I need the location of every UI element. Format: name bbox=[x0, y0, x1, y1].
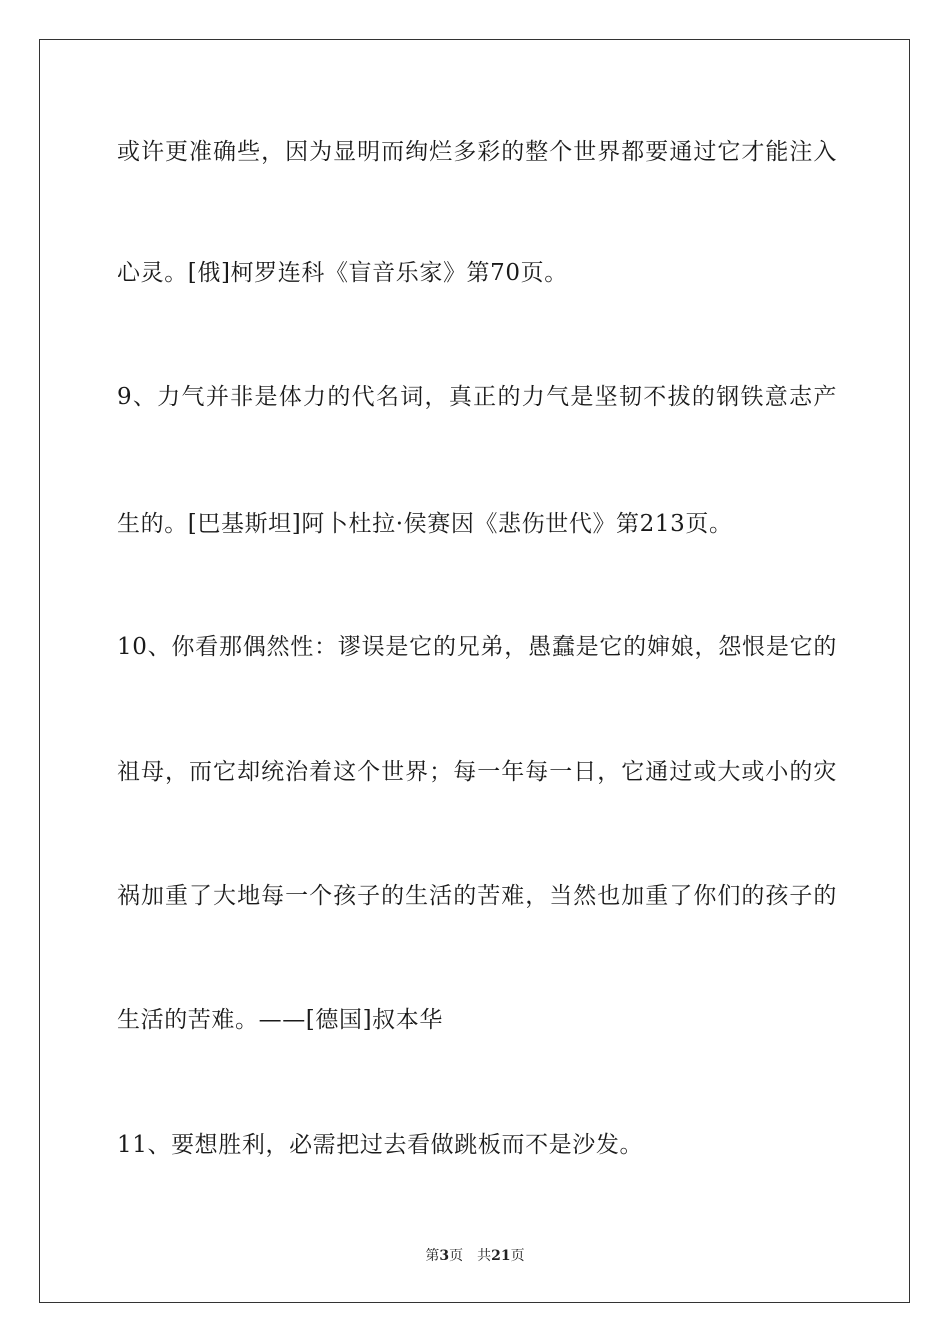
text-line-1: 或许更准确些，因为显明而绚烂多彩的整个世界都要通过它才能注入 bbox=[117, 139, 837, 165]
text-line-7: 祸加重了大地每一个孩子的生活的苦难，当然也加重了你们的孩子的 bbox=[117, 883, 837, 909]
page-number: 3 bbox=[439, 1248, 450, 1264]
text-line-2: 心灵。[俄]柯罗连科《盲音乐家》第70页。 bbox=[117, 260, 568, 286]
text-line-4: 生的。[巴基斯坦]阿卜杜拉·侯赛因《悲伤世代》第213页。 bbox=[117, 511, 733, 537]
text-line-6: 祖母，而它却统治着这个世界；每一年每一日，它通过或大或小的灾 bbox=[117, 759, 837, 785]
total-suffix: 页 bbox=[510, 1248, 525, 1264]
page-suffix: 页 bbox=[449, 1248, 464, 1264]
page-border bbox=[39, 39, 910, 1303]
text-line-8: 生活的苦难。——[德国]叔本华 bbox=[117, 1007, 443, 1033]
text-line-3: 9、力气并非是体力的代名词，真正的力气是坚韧不拔的钢铁意志产 bbox=[117, 384, 837, 410]
text-line-9: 11、要想胜利，必需把过去看做跳板而不是沙发。 bbox=[117, 1132, 644, 1158]
page-prefix: 第 bbox=[425, 1248, 440, 1264]
page-footer bbox=[0, 1246, 950, 1266]
total-prefix: 共 bbox=[477, 1248, 492, 1264]
text-line-5: 10、你看那偶然性：谬误是它的兄弟，愚蠢是它的婶娘，怨恨是它的 bbox=[117, 634, 837, 660]
total-pages: 21 bbox=[491, 1248, 511, 1264]
